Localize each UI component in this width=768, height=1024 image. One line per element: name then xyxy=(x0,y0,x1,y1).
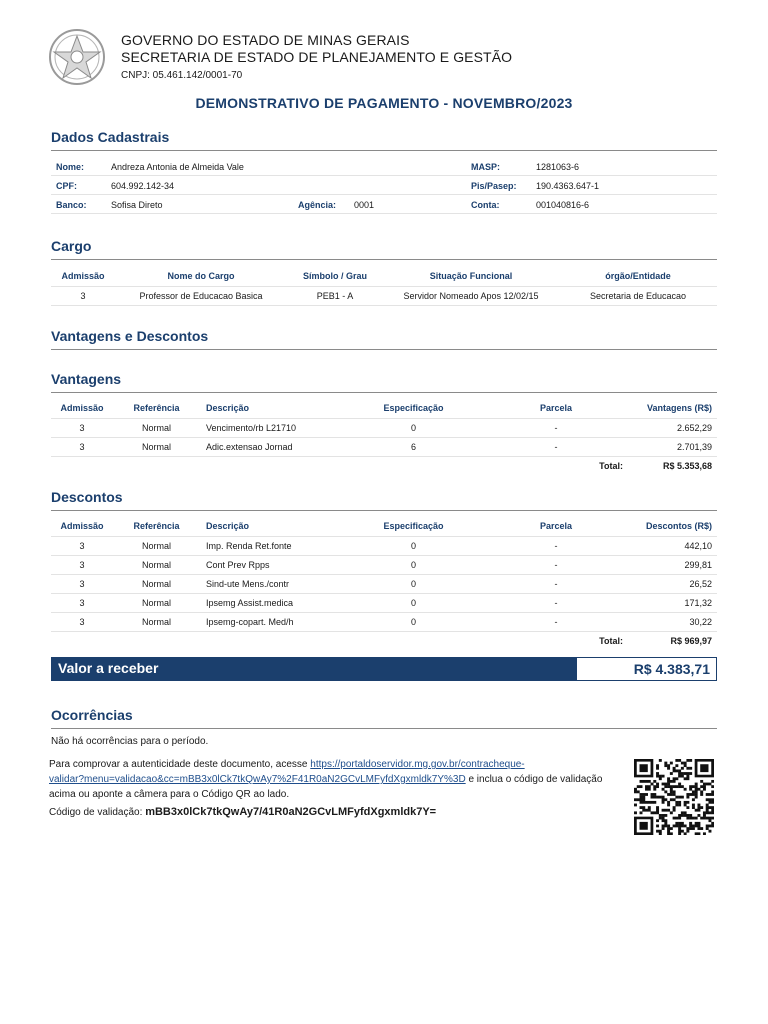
ocorrencias-section xyxy=(51,706,717,729)
authenticity-intro: Para comprovar a autenticidade deste documento, acesse xyxy=(49,759,311,770)
table-header-row xyxy=(51,399,717,418)
kv-row xyxy=(51,157,717,176)
column-header: Admissão xyxy=(51,267,115,286)
column-header: Parcela xyxy=(485,399,627,418)
agencia-label: Agência: xyxy=(298,200,337,210)
table-row xyxy=(51,593,717,612)
validation-code-line xyxy=(49,805,436,820)
authenticity-paragraph xyxy=(49,757,624,802)
column-header: Vantagens (R$) xyxy=(627,399,717,418)
pis-value: 190.4363.647-1 xyxy=(536,181,600,191)
table-cell: Normal xyxy=(113,555,200,574)
vantagens-section xyxy=(51,370,717,475)
table-row xyxy=(51,536,717,555)
valor-label: Valor a receber xyxy=(58,660,159,676)
valor-amount: R$ 4.383,71 xyxy=(577,658,716,680)
table-cell: Normal xyxy=(113,418,200,437)
table-cell: 299,81 xyxy=(627,555,717,574)
table-cell: Normal xyxy=(113,437,200,456)
table-cell: 3 xyxy=(51,437,113,456)
column-header: órgão/Entidade xyxy=(559,267,717,286)
table-cell: 3 xyxy=(51,555,113,574)
table-cell: 0 xyxy=(342,612,485,631)
table-cell: Imp. Renda Ret.fonte xyxy=(200,536,342,555)
table-cell: Normal xyxy=(113,593,200,612)
section-title: Ocorrências xyxy=(51,706,717,729)
table-cell: Adic.extensao Jornad xyxy=(200,437,342,456)
column-header: Admissão xyxy=(51,517,113,536)
descontos-section xyxy=(51,488,717,650)
cargo-table xyxy=(51,267,717,306)
column-header: Especificação xyxy=(342,517,485,536)
agencia-value: 0001 xyxy=(354,200,375,210)
table-cell: Ipsemg-copart. Med/h xyxy=(200,612,342,631)
masp-label: MASP: xyxy=(471,162,500,172)
table-cell: PEB1 - A xyxy=(287,286,383,305)
table-cell: Servidor Nomeado Apos 12/02/15 xyxy=(383,286,559,305)
section-title: Vantagens e Descontos xyxy=(51,327,717,350)
table-cell: Secretaria de Educacao xyxy=(559,286,717,305)
table-cell: 0 xyxy=(342,536,485,555)
table-cell: Professor de Educacao Basica xyxy=(115,286,287,305)
column-header: Descrição xyxy=(200,399,342,418)
cnpj-text: CNPJ: 05.461.142/0001-70 xyxy=(121,70,243,81)
secretariat-name: SECRETARIA DE ESTADO DE PLANEJAMENTO E GESTÃO xyxy=(121,49,513,65)
section-title: Vantagens xyxy=(51,370,717,393)
total-label: Total: xyxy=(599,460,623,471)
table-cell: 2.701,39 xyxy=(627,437,717,456)
authenticity-line3: acima ou aponte a câmera para o Código QR ao lado. xyxy=(49,789,290,800)
table-cell: Normal xyxy=(113,612,200,631)
table-cell: 6 xyxy=(342,437,485,456)
column-header: Referência xyxy=(113,517,200,536)
table-cell: Sind-ute Mens./contr xyxy=(200,574,342,593)
table-cell: - xyxy=(485,418,627,437)
table-cell: 0 xyxy=(342,574,485,593)
kv-row xyxy=(51,176,717,195)
government-name: GOVERNO DO ESTADO DE MINAS GERAIS xyxy=(121,32,410,48)
column-header: Parcela xyxy=(485,517,627,536)
qr-code-icon xyxy=(634,759,714,835)
table-cell: - xyxy=(485,536,627,555)
descontos-table xyxy=(51,517,717,650)
table-row xyxy=(51,437,717,456)
document-header xyxy=(48,28,728,84)
table-cell: 442,10 xyxy=(627,536,717,555)
cargo-section xyxy=(51,237,717,306)
total-row xyxy=(51,456,717,475)
column-header: Especificação xyxy=(342,399,485,418)
table-cell: - xyxy=(485,593,627,612)
nome-value: Andreza Antonia de Almeida Vale xyxy=(111,162,244,172)
table-header-row xyxy=(51,517,717,536)
kv-row xyxy=(51,195,717,214)
valor-a-receber-bar xyxy=(51,657,717,681)
table-cell: 3 xyxy=(51,286,115,305)
table-cell: 3 xyxy=(51,612,113,631)
dados-cadastrais-section xyxy=(51,128,717,214)
column-header: Admissão xyxy=(51,399,113,418)
banco-value: Sofisa Direto xyxy=(111,200,163,210)
authenticity-after-link: e inclua o código de validação xyxy=(465,774,603,785)
table-cell: 0 xyxy=(342,555,485,574)
banco-label: Banco: xyxy=(56,200,87,210)
section-title: Dados Cadastrais xyxy=(51,128,717,151)
pis-label: Pis/Pasep: xyxy=(471,181,517,191)
total-label: Total: xyxy=(599,635,623,646)
table-header-row xyxy=(51,267,717,286)
table-cell: 3 xyxy=(51,574,113,593)
state-coat-of-arms-icon xyxy=(48,28,106,86)
table-row xyxy=(51,418,717,437)
table-cell: - xyxy=(485,555,627,574)
cpf-value: 604.992.142-34 xyxy=(111,181,175,191)
table-cell: 2.652,29 xyxy=(627,418,717,437)
table-cell: Cont Prev Rpps xyxy=(200,555,342,574)
table-cell: Normal xyxy=(113,536,200,555)
table-cell: 3 xyxy=(51,418,113,437)
table-cell: - xyxy=(485,437,627,456)
cpf-label: CPF: xyxy=(56,181,77,191)
table-cell: - xyxy=(485,612,627,631)
vantagens-table xyxy=(51,399,717,475)
column-header: Situação Funcional xyxy=(383,267,559,286)
masp-value: 1281063-6 xyxy=(536,162,580,172)
table-cell: 26,52 xyxy=(627,574,717,593)
table-cell: Normal xyxy=(113,574,200,593)
validation-code-label: Código de validação: xyxy=(49,807,146,818)
table-cell: 3 xyxy=(51,593,113,612)
table-row xyxy=(51,612,717,631)
conta-label: Conta: xyxy=(471,200,500,210)
table-row xyxy=(51,574,717,593)
column-header: Descrição xyxy=(200,517,342,536)
table-cell: 3 xyxy=(51,536,113,555)
column-header: Referência xyxy=(113,399,200,418)
table-cell: - xyxy=(485,574,627,593)
vantagens-descontos-section xyxy=(51,327,717,350)
table-cell: 30,22 xyxy=(627,612,717,631)
table-cell: Vencimento/rb L21710 xyxy=(200,418,342,437)
total-row xyxy=(51,631,717,650)
nome-label: Nome: xyxy=(56,162,85,172)
column-header: Descontos (R$) xyxy=(627,517,717,536)
table-cell: Ipsemg Assist.medica xyxy=(200,593,342,612)
column-header: Símbolo / Grau xyxy=(287,267,383,286)
table-row xyxy=(51,286,717,305)
column-header: Nome do Cargo xyxy=(115,267,287,286)
section-title: Descontos xyxy=(51,488,717,511)
validation-link[interactable]: https://portaldoservidor.mg.gov.br/contracheque- validar?menu=validacao&cc=mBB3x0lCk7tkQwAy7%2F41R0aN2GCvLMFyfdXgxmldk7Y%3D xyxy=(49,759,525,785)
ocorrencias-text: Não há ocorrências para o período. xyxy=(51,736,209,747)
validation-code: mBB3x0lCk7tkQwAy7/41R0aN2GCvLMFyfdXgxmldk7Y= xyxy=(145,806,437,818)
total-value: R$ 969,97 xyxy=(670,635,712,646)
total-value: R$ 5.353,68 xyxy=(662,460,712,471)
table-row xyxy=(51,555,717,574)
table-cell: 0 xyxy=(342,418,485,437)
conta-value: 001040816-6 xyxy=(536,200,590,210)
table-cell: 171,32 xyxy=(627,593,717,612)
section-title: Cargo xyxy=(51,237,717,260)
table-cell: 0 xyxy=(342,593,485,612)
document-title: DEMONSTRATIVO DE PAGAMENTO - NOVEMBRO/2023 xyxy=(195,95,573,111)
